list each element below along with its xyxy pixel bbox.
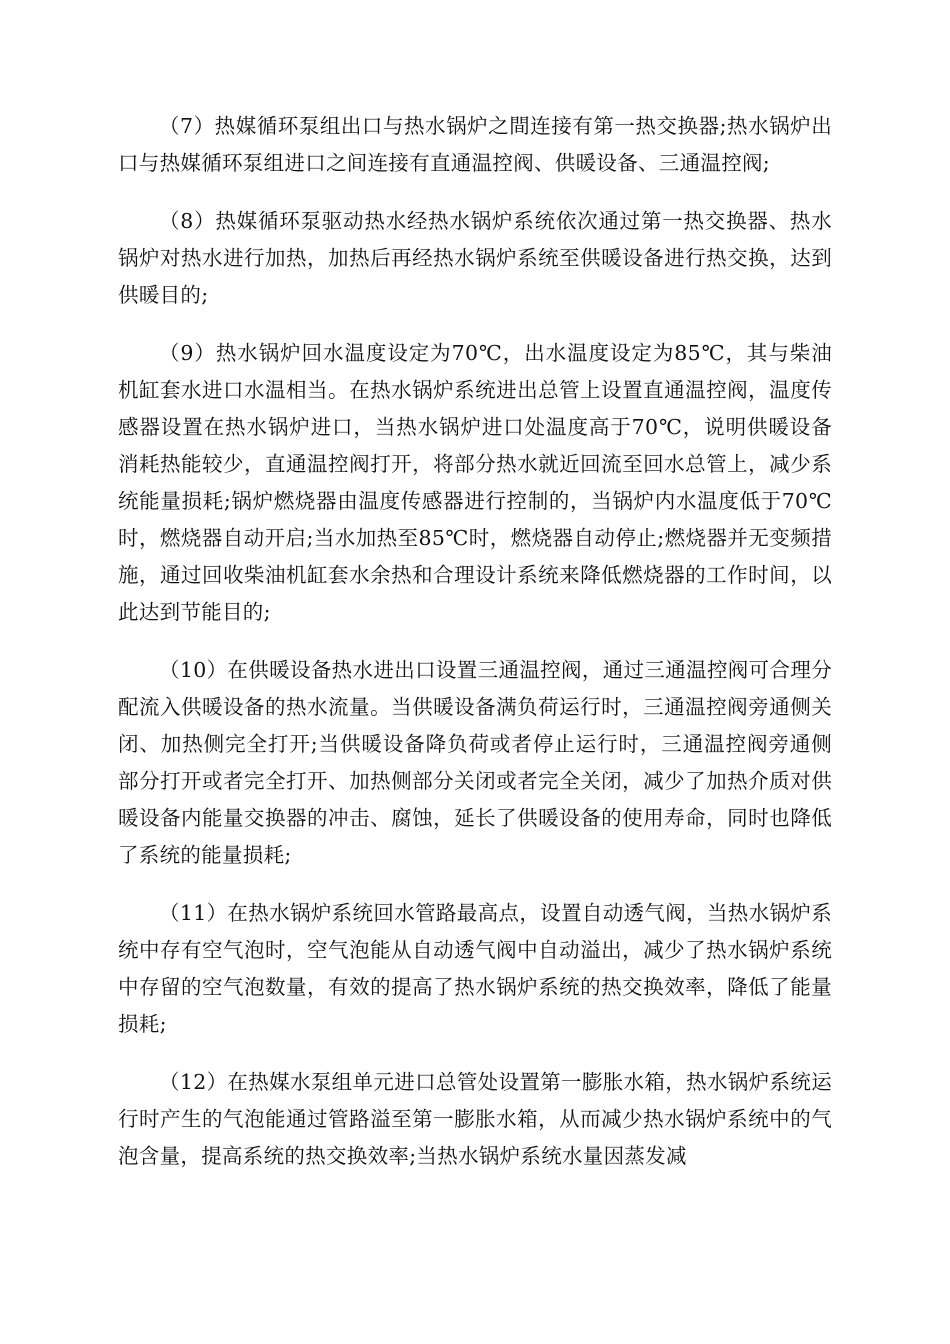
paragraph-10: （10）在供暖设备热水进出口设置三通温控阀，通过三通温控阀可合理分配流入供暖设备的热水流量。当供暖设备满负荷运行时，三通温控阀旁通侧关闭、加热侧完全打开;当供暖设备降负荷或者停止运行时，三通温控阀旁通侧部分打开或者完全打开、加热侧部分关闭或者完全关闭，减少了加热介质对供暖设备内能量交换器的冲击、腐蚀，延长了供暖设备的使用寿命，同时也降低了系统的能量损耗; xyxy=(118,658,832,867)
paragraph-12: （12）在热媒水泵组单元进口总管处设置第一膨胀水箱，热水锅炉系统运行时产生的气泡能通过管路溢至第一膨胀水箱，从而减少热水锅炉系统中的气泡含量，提高系统的热交换效率;当热水锅炉系统水量因蒸发减 xyxy=(118,1070,832,1168)
document-page xyxy=(118,108,832,1196)
paragraph-7: （7）热媒循环泵组出口与热水锅炉之間连接有第一热交换器;热水锅炉出口与热媒循环泵组进口之间连接有直通温控阀、供暖设备、三通温控阀; xyxy=(118,114,832,175)
paragraph-8: （8）热媒循环泵驱动热水经热水锅炉系统依次通过第一热交换器、热水锅炉对热水进行加热，加热后再经热水锅炉系统至供暖设备进行热交换，达到供暖目的; xyxy=(118,209,832,307)
paragraph-9: （9）热水锅炉回水温度设定为70℃，出水温度设定为85℃，其与柴油机缸套水进口水温相当。在热水锅炉系统进出总管上设置直通温控阀，温度传感器设置在热水锅炉进口，当热水锅炉进口处温度高于70℃，说明供暖设备消耗热能较少，直通温控阀打开，将部分热水就近回流至回水总管上，减少系统能量损耗;锅炉燃烧器由温度传感器进行控制的，当锅炉内水温度低于70℃时，燃烧器自动开启;当水加热至85℃时，燃烧器自动停止;燃烧器并无变频措施，通过回收柴油机缸套水余热和合理设计系统来降低燃烧器的工作时间，以此达到节能目的; xyxy=(118,341,832,624)
paragraph-11: （11）在热水锅炉系统回水管路最高点，设置自动透气阀，当热水锅炉系统中存有空气泡时，空气泡能从自动透气阀中自动溢出，减少了热水锅炉系统中存留的空气泡数量，有效的提高了热水锅炉系统的热交换效率，降低了能量损耗; xyxy=(118,901,832,1036)
